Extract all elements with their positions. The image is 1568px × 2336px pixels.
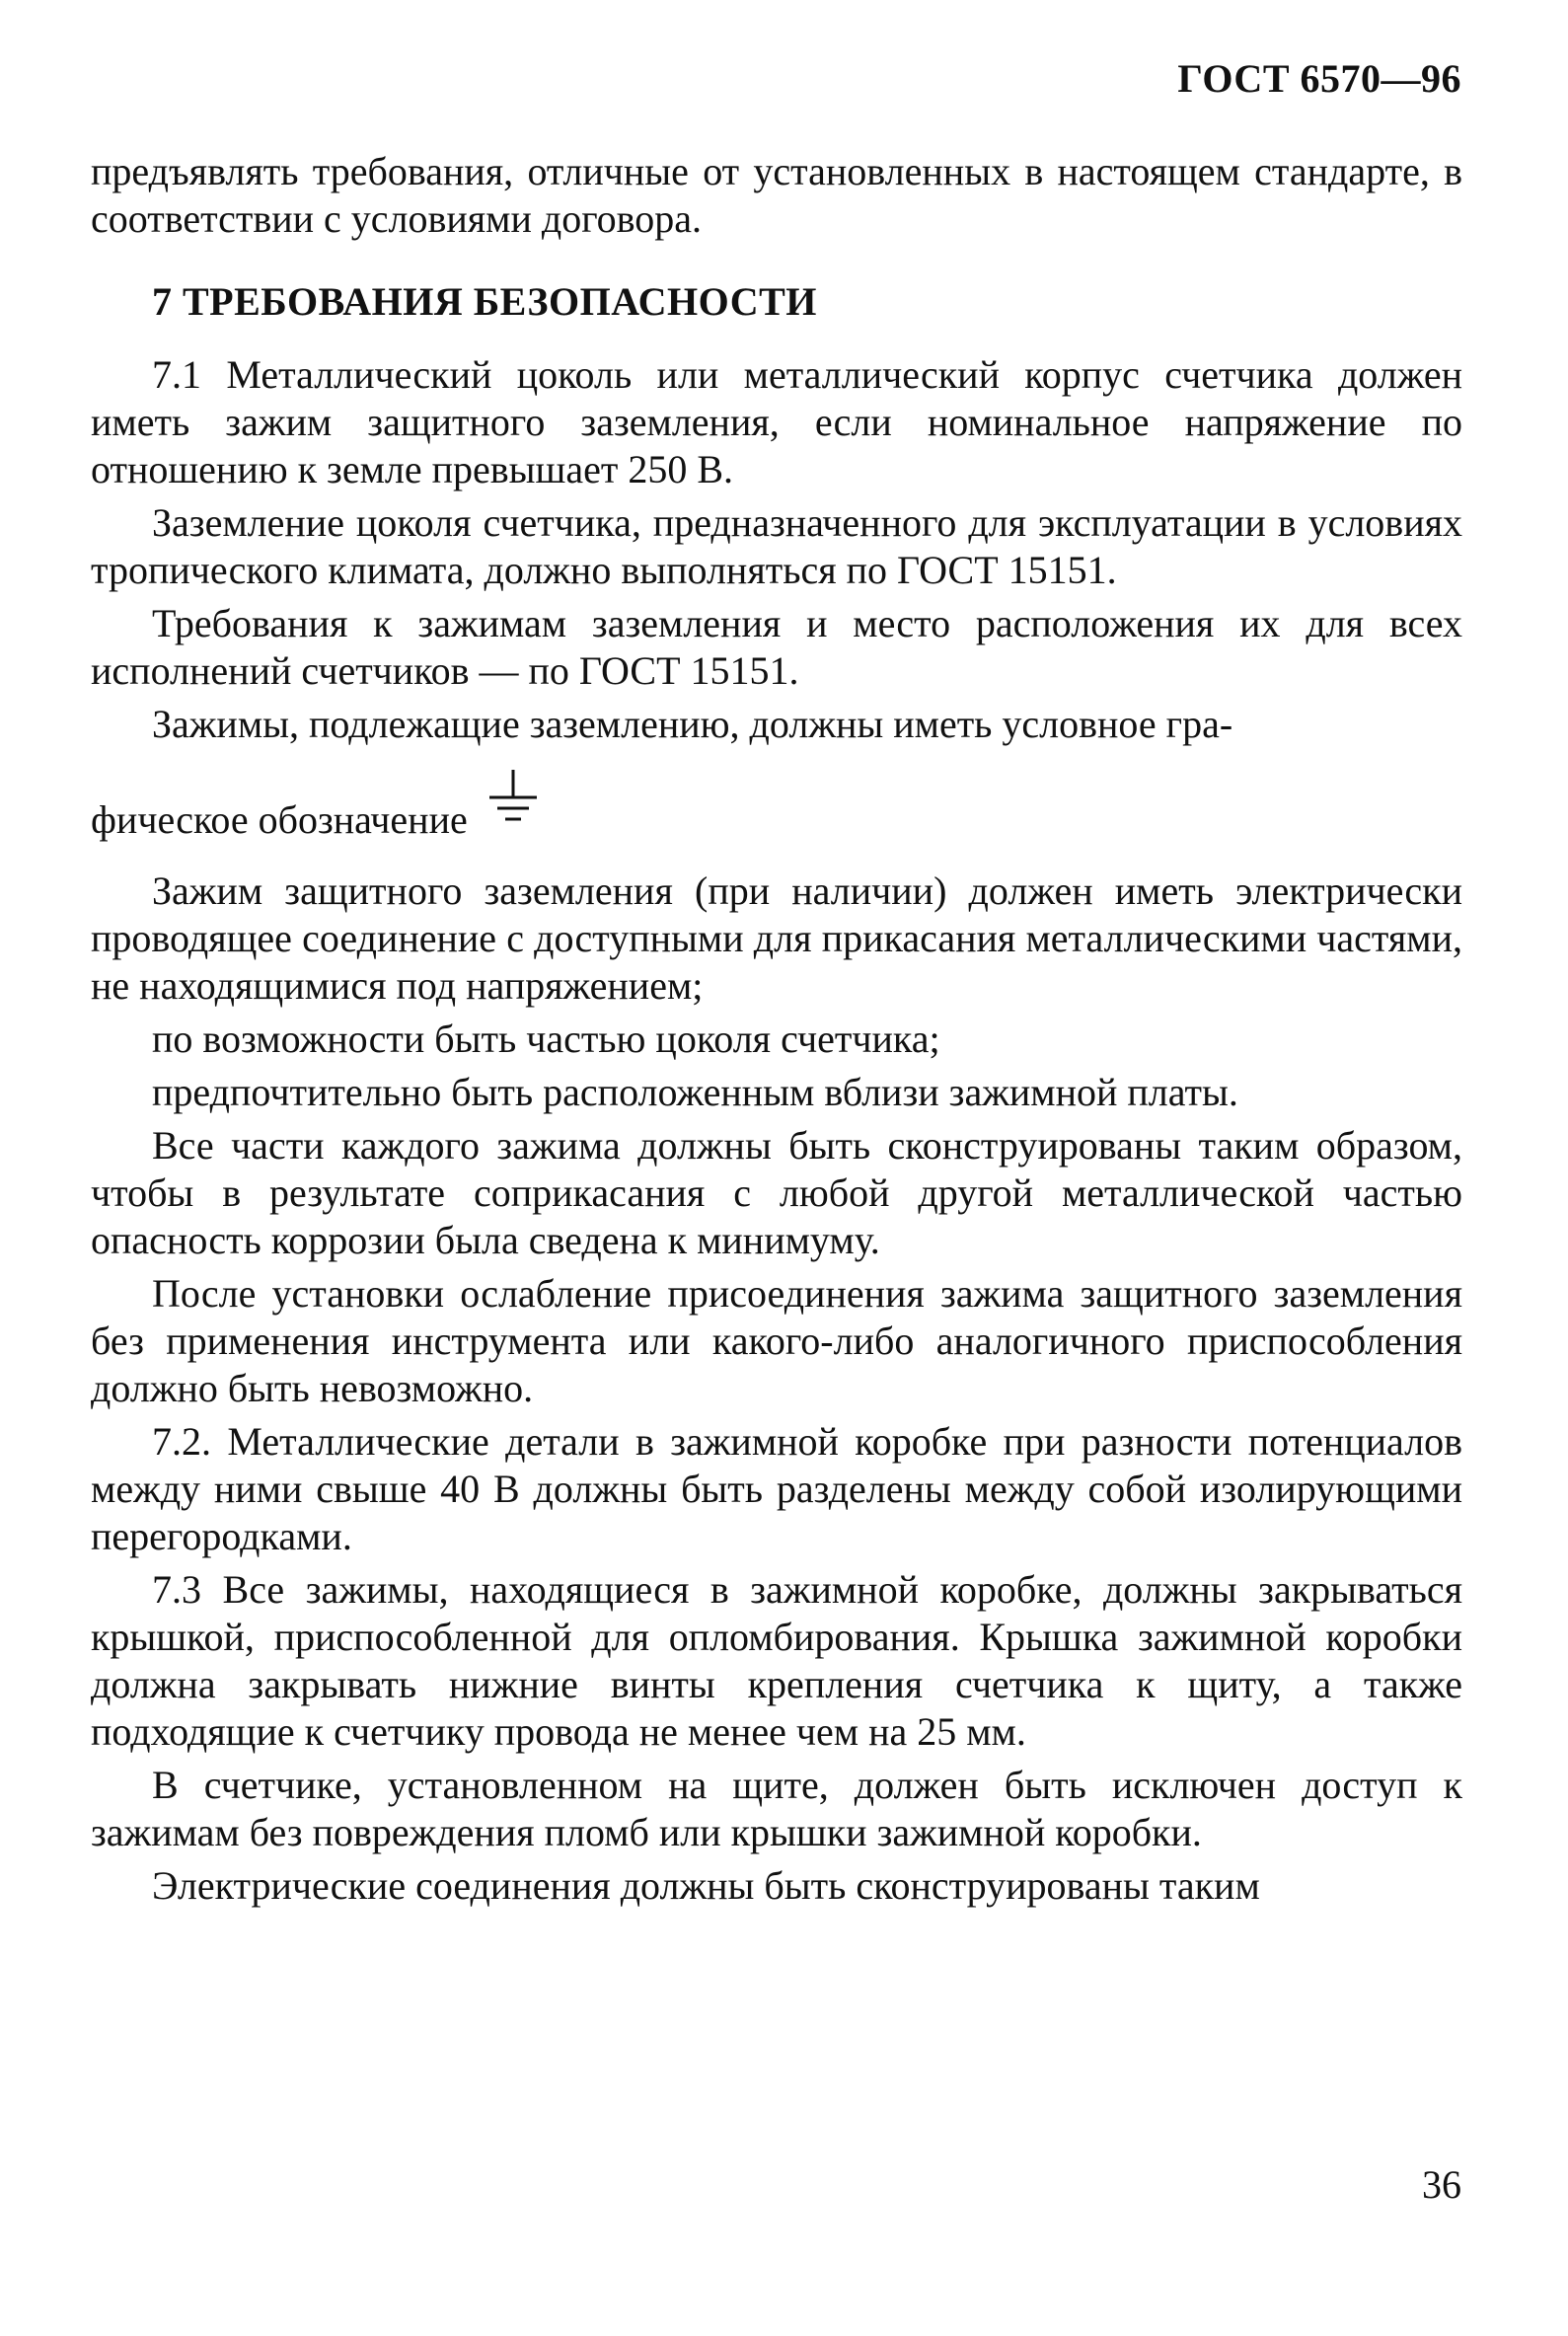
paragraph-7-2: 7.2. Металлические детали в зажимной коробке при разности потенциалов между ними свыше 40 В должны быть разделены между собой изолирующими перегородками. (91, 1419, 1462, 1558)
paragraph-grounding-requirements: Требования к зажимам заземления и место расположения их для всех исполнений счетчиков — по ГОСТ 15151. (91, 601, 1462, 693)
body-text (91, 148, 1462, 1916)
paragraph-terminals-symbol: Зажимы, подлежащие заземлению, должны иметь условное гра- (152, 702, 1233, 746)
paragraph-electrical-connections: Электрические соединения должны быть сконструированы таким (152, 1863, 1260, 1908)
page-number: 36 (1422, 2162, 1461, 2207)
paragraph-continuation: предъявлять требования, отличные от установленных в настоящем стандарте, в соответствии с условиями договора. (91, 149, 1462, 241)
ground-symbol-icon (485, 768, 541, 838)
paragraph-corrosion: Все части каждого зажима должны быть сконструированы таким образом, чтобы в результате соприкасания с любой другой металлической частью опасность коррозии была сведена к минимуму. (91, 1123, 1462, 1262)
paragraph-7-1: 7.1 Металлический цоколь или металлический корпус счетчика должен иметь зажим защитного заземления, если номинальное напряжение по отношению к земле превышает 250 В. (91, 352, 1462, 491)
paragraph-access-terminals: В счетчике, установленном на щите, должен быть исключен доступ к зажимам без повреждения пломб или крышки зажимной коробки. (91, 1763, 1462, 1854)
section-title: 7 ТРЕБОВАНИЯ БЕЗОПАСНОСТИ (152, 279, 817, 324)
paragraph-part-of-base: по возможности быть частью цоколя счетчика; (152, 1017, 940, 1061)
symbol-caption: фическое обозначение (91, 797, 468, 842)
paragraph-near-terminal-plate: предпочтительно быть расположенным вблизи зажимной платы. (152, 1070, 1238, 1114)
standard-code-header: ГОСТ 6570—96 (1177, 56, 1461, 101)
paragraph-protective-terminal: Зажим защитного заземления (при наличии) должен иметь электрически проводящее соединение с доступными для прикасания металлическими частями, не находящимися под напряжением; (91, 868, 1462, 1008)
symbol-line (91, 768, 1462, 844)
paragraph-grounding-tropical: Заземление цоколя счетчика, предназначенного для эксплуатации в условиях тропического климата, должно выполняться по ГОСТ 15151. (91, 500, 1462, 592)
paragraph-loosening: После установки ослабление присоединения зажима защитного заземления без применения инструмента или какого-либо аналогичного приспособления должно быть невозможно. (91, 1271, 1462, 1410)
paragraph-7-3: 7.3 Все зажимы, находящиеся в зажимной коробке, должны закрываться крышкой, приспособленной для опломбирования. Крышка зажимной коробки должна закрывать нижние винты крепления счетчика к щиту, а также подходящие к счетчику провода не менее чем на 25 мм. (91, 1567, 1462, 1754)
